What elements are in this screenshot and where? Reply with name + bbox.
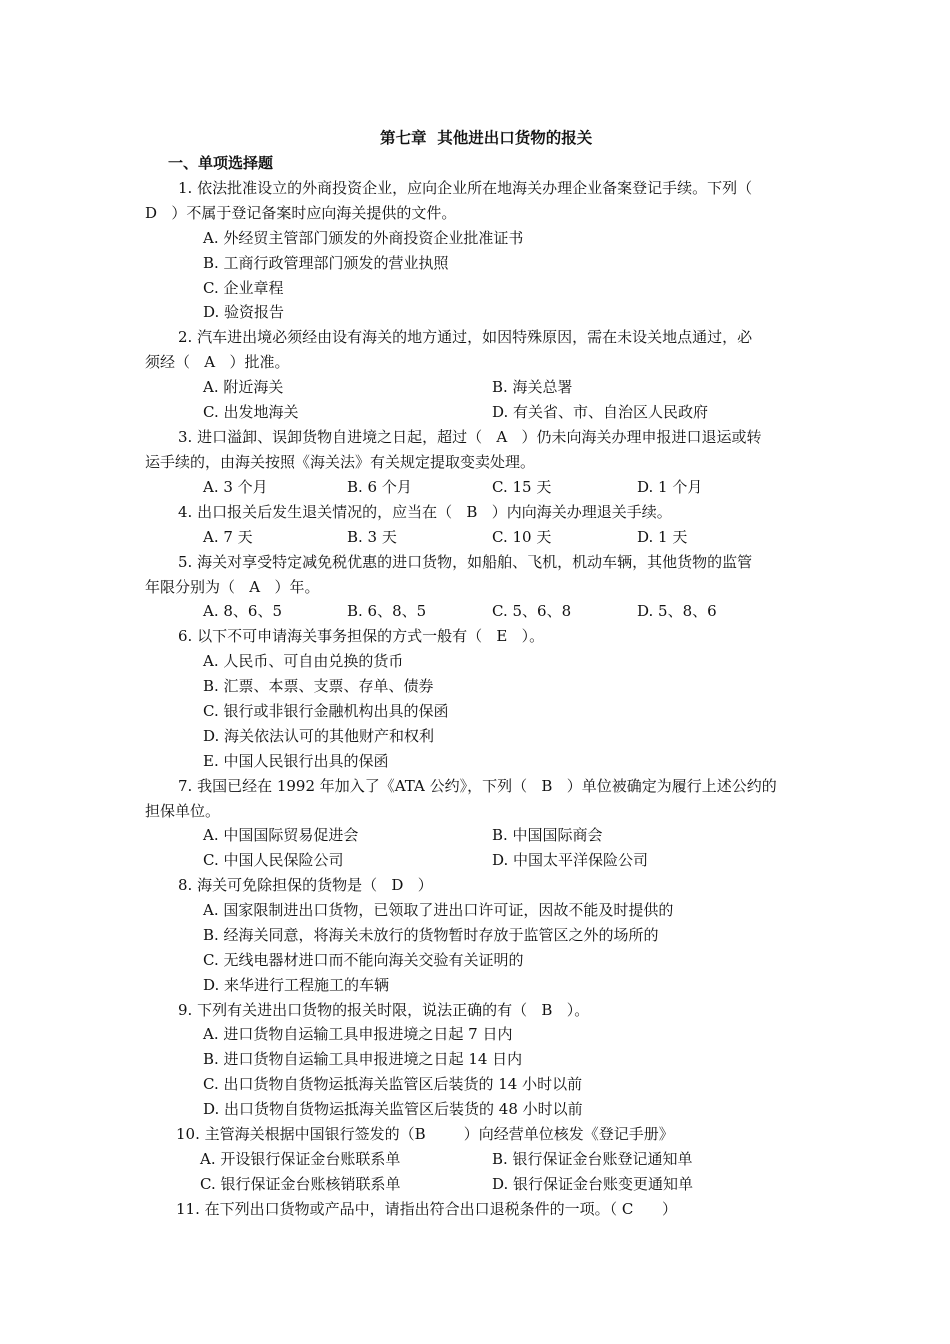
question-2-stem-cont: 须经（ A ）批准。 xyxy=(145,353,290,371)
question-6-option-b: B. 汇票、本票、支票、存单、债券 xyxy=(203,677,434,695)
question-2-option-a: A. 附近海关 xyxy=(203,378,284,396)
question-5-stem-cont: 年限分别为（ A ）年。 xyxy=(145,578,320,596)
question-1-option-a: A. 外经贸主管部门颁发的外商投资企业批准证书 xyxy=(203,229,524,247)
question-7-option-b: B. 中国国际商会 xyxy=(492,826,603,844)
question-2-option-d: D. 有关省、市、自治区人民政府 xyxy=(492,403,709,421)
question-6-option-d: D. 海关依法认可的其他财产和权利 xyxy=(203,727,435,745)
question-9-option-a: A. 进口货物自运输工具申报进境之日起 7 日内 xyxy=(203,1025,513,1043)
question-6-option-e: E. 中国人民银行出具的保函 xyxy=(203,752,389,770)
question-7-stem: 7. 我国已经在 1992 年加入了《ATA 公约》，下列（ B ）单位被确定为履行上述公约的 xyxy=(178,777,777,795)
question-8-option-a: A. 国家限制进出口货物，已领取了进出口许可证，因故不能及时提供的 xyxy=(203,901,674,919)
question-2-stem: 2. 汽车进出境必须经由设有海关的地方通过，如因特殊原因，需在未设关地点通过，必 xyxy=(178,328,753,346)
question-9-stem: 9. 下列有关进出口货物的报关时限，说法正确的有（ B ）。 xyxy=(178,1001,590,1019)
question-7-option-a: A. 中国国际贸易促进会 xyxy=(203,826,359,844)
question-10-option-d: D. 银行保证金台账变更通知单 xyxy=(492,1175,694,1193)
question-10-option-c: C. 银行保证金台账核销联系单 xyxy=(200,1175,401,1193)
question-3-option-c: C. 15 天 xyxy=(492,478,552,496)
question-6-option-a: A. 人民币、可自由兑换的货币 xyxy=(203,652,404,670)
section-heading: 一、单项选择题 xyxy=(168,154,274,172)
question-9-option-b: B. 进口货物自运输工具申报进境之日起 14 日内 xyxy=(203,1050,523,1068)
question-3-option-b: B. 6 个月 xyxy=(347,478,412,496)
question-4-option-d: D. 1 天 xyxy=(637,528,688,546)
question-9-option-d: D. 出口货物自货物运抵海关监管区后装货的 48 小时以前 xyxy=(203,1100,583,1118)
question-4-option-b: B. 3 天 xyxy=(347,528,397,546)
question-1-option-b: B. 工商行政管理部门颁发的营业执照 xyxy=(203,254,449,272)
question-4-option-c: C. 10 天 xyxy=(492,528,552,546)
question-5-option-c: C. 5、6、8 xyxy=(492,602,572,620)
question-1-option-c: C. 企业章程 xyxy=(203,279,284,297)
question-3-option-a: A. 3 个月 xyxy=(203,478,268,496)
question-7-option-d: D. 中国太平洋保险公司 xyxy=(492,851,649,869)
question-6-option-c: C. 银行或非银行金融机构出具的保函 xyxy=(203,702,449,720)
question-1-option-d: D. 验资报告 xyxy=(203,303,285,321)
question-8-option-d: D. 来华进行工程施工的车辆 xyxy=(203,976,390,994)
question-4-stem: 4. 出口报关后发生退关情况的，应当在（ B ）内向海关办理退关手续。 xyxy=(178,503,672,521)
question-6-stem: 6. 以下不可申请海关事务担保的方式一般有（ E ）。 xyxy=(178,627,545,645)
question-7-option-c: C. 中国人民保险公司 xyxy=(203,851,344,869)
question-10-option-b: B. 银行保证金台账登记通知单 xyxy=(492,1150,693,1168)
question-2-option-b: B. 海关总署 xyxy=(492,378,573,396)
question-3-stem-cont: 运手续的，由海关按照《海关法》有关规定提取变卖处理。 xyxy=(145,453,536,471)
question-10-stem: 10. 主管海关根据中国银行签发的（B ）向经营单位核发《登记手册》 xyxy=(176,1125,674,1143)
question-1-stem-cont: D ）不属于登记备案时应向海关提供的文件。 xyxy=(145,204,457,222)
page-title: 第七章 其他进出口货物的报关 xyxy=(380,128,593,147)
question-10-option-a: A. 开设银行保证金台账联系单 xyxy=(200,1150,401,1168)
question-8-option-c: C. 无线电器材进口而不能向海关交验有关证明的 xyxy=(203,951,524,969)
question-3-option-d: D. 1 个月 xyxy=(637,478,703,496)
question-5-option-a: A. 8、6、5 xyxy=(203,602,282,620)
question-5-option-d: D. 5、8、6 xyxy=(637,602,717,620)
question-9-option-c: C. 出口货物自货物运抵海关监管区后装货的 14 小时以前 xyxy=(203,1075,583,1093)
question-3-stem: 3. 进口溢卸、误卸货物自进境之日起，超过（ A ）仍未向海关办理申报进口退运或转 xyxy=(178,428,762,446)
question-1-stem: 1. 依法批准设立的外商投资企业，应向企业所在地海关办理企业备案登记手续。下列（ xyxy=(178,179,753,197)
question-8-option-b: B. 经海关同意，将海关未放行的货物暂时存放于监管区之外的场所的 xyxy=(203,926,659,944)
question-5-stem: 5. 海关对享受特定减免税优惠的进口货物，如船舶、飞机，机动车辆，其他货物的监管 xyxy=(178,553,753,571)
question-8-stem: 8. 海关可免除担保的货物是（ D ） xyxy=(178,876,433,894)
question-11-stem: 11. 在下列出口货物或产品中，请指出符合出口退税条件的一项。（ C ） xyxy=(176,1200,677,1218)
question-7-stem-cont: 担保单位。 xyxy=(145,802,221,820)
question-2-option-c: C. 出发地海关 xyxy=(203,403,299,421)
question-4-option-a: A. 7 天 xyxy=(203,528,253,546)
question-5-option-b: B. 6、8、5 xyxy=(347,602,427,620)
